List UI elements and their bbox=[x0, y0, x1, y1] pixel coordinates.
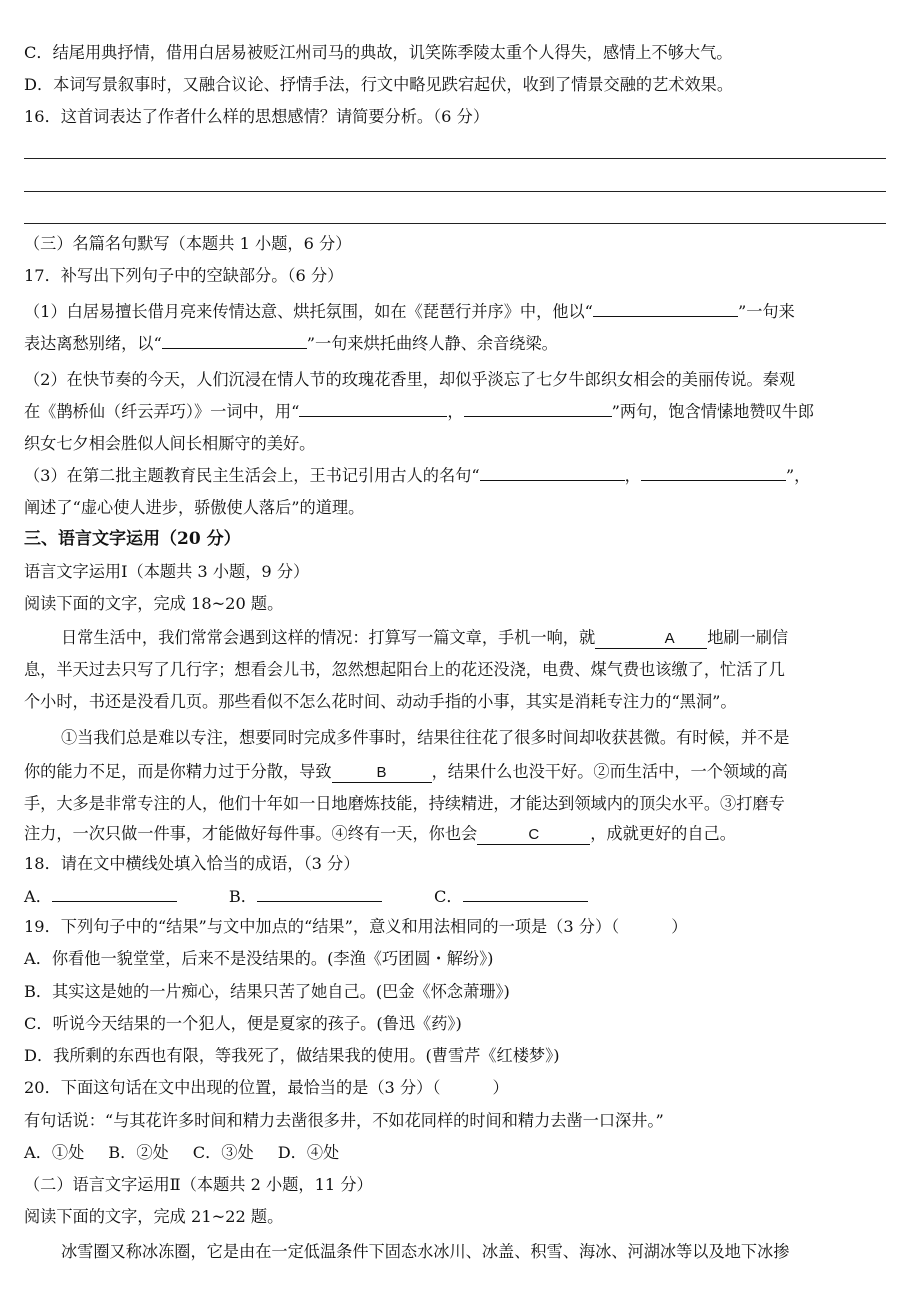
passage1-line1 bbox=[24, 627, 886, 649]
fill-blank[interactable] bbox=[463, 901, 588, 902]
fill-blank[interactable] bbox=[641, 480, 786, 481]
q16-question: 16．这首词表达了作者什么样的思想感情？请简要分析。（6 分） bbox=[24, 107, 490, 126]
q20-close: ） bbox=[492, 1078, 509, 1097]
q17-p1-text-c: 表达离愁别绪，以“ bbox=[24, 334, 162, 353]
answer-line-2[interactable] bbox=[24, 191, 886, 192]
q15-option-c: C．结尾用典抒情，借用白居易被贬江州司马的典故，讥笑陈季陵太重个人得失，感情上不够大气。 bbox=[24, 43, 733, 62]
q19-text: 19．下列句子中的“结果”与文中加点的“结果”，意义和用法相同的一项是（3 分）（ bbox=[24, 917, 620, 936]
q17-p3-text-a: （3）在第二批主题教育民主生活会上，王书记引用古人的名句“ bbox=[24, 466, 480, 485]
q15-option-d: D．本词写景叙事时，又融合议论、抒情手法，行文中略见跌宕起伏，收到了情景交融的艺术效果。 bbox=[24, 75, 734, 94]
q17-p1-text-b: ”一句来 bbox=[737, 302, 795, 321]
q18-options bbox=[24, 886, 886, 908]
q17-part2-line2 bbox=[24, 401, 886, 423]
fill-blank[interactable] bbox=[162, 348, 307, 349]
q20-option-c: C．③处 bbox=[192, 1143, 254, 1162]
q20-options bbox=[24, 1142, 886, 1164]
passage1-line2: 息，半天过去只写了几行字；想看会儿书，忽然想起阳台上的花还没浇，电费、煤气费也该缴了，忙活了几 bbox=[24, 660, 785, 679]
q18-option-a bbox=[24, 886, 177, 908]
passage1-text-b: 地刷一刷信 bbox=[707, 628, 789, 647]
q20-option-b: B．②处 bbox=[108, 1143, 169, 1162]
blank-b[interactable]: B bbox=[332, 764, 432, 783]
q19-option-a: A．你看他一貌堂堂，后来不是没结果的。(李渔《巧团圆・解纷》) bbox=[24, 949, 494, 968]
fill-blank[interactable] bbox=[52, 901, 177, 902]
passage2-text-b: ，结果什么也没干好。②而生活中，一个领域的高 bbox=[431, 762, 788, 781]
fill-blank[interactable] bbox=[593, 316, 738, 317]
answer-line-1[interactable] bbox=[24, 158, 886, 159]
q17-p2-text-b: ”两句，饱含情愫地赞叹牛郎 bbox=[611, 402, 815, 421]
q17-p3-text-b: ”， bbox=[785, 466, 811, 485]
part-3-heading: 三、语言文字运用（20 分） bbox=[24, 529, 241, 549]
q18-question: 18．请在文中横线处填入恰当的成语，（3 分） bbox=[24, 854, 360, 873]
q17-part1-line2 bbox=[24, 333, 886, 355]
q20-option-a: A．①处 bbox=[24, 1143, 85, 1162]
q19-option-c: C．听说今天结果的一个犯人，便是夏家的孩子。(鲁迅《药》) bbox=[24, 1014, 462, 1033]
q17-part3-line1 bbox=[24, 465, 886, 487]
sub2-intro: 阅读下面的文字，完成 21~22 题。 bbox=[24, 1207, 284, 1226]
section-3-heading: （三）名篇名句默写（本题共 1 小题，6 分） bbox=[24, 234, 352, 253]
q17-part1-line1 bbox=[24, 301, 886, 323]
q17-p2-comma: ， bbox=[447, 402, 464, 421]
sub2-passage-line1: 冰雪圈又称冰冻圈，它是由在一定低温条件下固态水冰川、冰盖、积雪、海冰、河湖冰等以及地下冰掺 bbox=[61, 1242, 790, 1261]
q19-close: ） bbox=[671, 917, 688, 936]
passage1-text-a: 日常生活中，我们常常会遇到这样的情况：打算写一篇文章，手机一响，就 bbox=[61, 628, 596, 647]
q18-option-c-label: C． bbox=[433, 887, 463, 906]
q18-option-b bbox=[229, 886, 382, 908]
q17-p1-text-d: ”一句来烘托曲终人静、余音绕梁。 bbox=[306, 334, 558, 353]
part-3-sub1: 语言文字运用Ⅰ（本题共 3 小题，9 分） bbox=[24, 562, 310, 581]
q17-question: 17．补写出下列句子中的空缺部分。（6 分） bbox=[24, 266, 344, 285]
passage2-line3: 手，大多是非常专注的人，他们十年如一日地磨炼技能，持续精进，才能达到领域内的顶尖水平。③打磨专 bbox=[24, 794, 785, 813]
q17-p1-text-a: （1）白居易擅长借月亮来传情达意、烘托氛围，如在《琵琶行并序》中，他以“ bbox=[24, 302, 593, 321]
part-3-intro: 阅读下面的文字，完成 18~20 题。 bbox=[24, 594, 284, 613]
q18-option-c bbox=[434, 886, 588, 908]
blank-a[interactable]: A bbox=[595, 630, 707, 649]
q20-quote: 有句话说：“与其花许多时间和精力去凿很多井，不如花同样的时间和精力去凿一口深井。” bbox=[24, 1111, 664, 1130]
q20-option-d: D．④处 bbox=[277, 1143, 340, 1162]
fill-blank[interactable] bbox=[464, 416, 612, 417]
blank-c[interactable]: C bbox=[477, 826, 590, 845]
answer-line-3[interactable] bbox=[24, 223, 886, 224]
q17-part2-line3: 织女七夕相会胜似人间长相厮守的美好。 bbox=[24, 434, 316, 453]
passage2-text-d: ，成就更好的自己。 bbox=[590, 824, 736, 843]
passage2-text-c: 注力，一次只做一件事，才能做好每件事。④终有一天，你也会 bbox=[24, 824, 478, 843]
fill-blank[interactable] bbox=[257, 901, 382, 902]
q20-question bbox=[24, 1077, 886, 1099]
passage1-line3: 个小时，书还是没看几页。那些看似不怎么花时间、动动手指的小事，其实是消耗专注力的“黑洞”。 bbox=[24, 692, 737, 711]
fill-blank[interactable] bbox=[299, 416, 447, 417]
q19-option-b: B．其实这是她的一片痴心，结果只苦了她自己。(巴金《怀念萧珊》) bbox=[24, 982, 510, 1001]
q18-option-b-label: B． bbox=[228, 887, 257, 906]
q19-option-d: D．我所剩的东西也有限，等我死了，做结果我的使用。(曹雪芹《红楼梦》) bbox=[24, 1046, 560, 1065]
passage2-line4 bbox=[24, 823, 886, 845]
q17-p3-comma: ， bbox=[624, 466, 641, 485]
q20-text: 20．下面这句话在文中出现的位置，最恰当的是（3 分）（ bbox=[24, 1078, 441, 1097]
passage2-line1: ①当我们总是难以专注，想要同时完成多件事时，结果往往花了很多时间却收获甚微。有时候，并不是 bbox=[61, 728, 790, 747]
q17-part3-line2: 阐述了“虚心使人进步，骄傲使人落后”的道理。 bbox=[24, 498, 365, 517]
passage2-line2 bbox=[24, 761, 886, 783]
q19-question bbox=[24, 916, 886, 938]
fill-blank[interactable] bbox=[480, 480, 625, 481]
q17-p2-text-a: 在《鹊桥仙（纤云弄巧）》一词中，用“ bbox=[24, 402, 300, 421]
sub2-heading: （二）语言文字运用Ⅱ（本题共 2 小题，11 分） bbox=[24, 1175, 373, 1194]
passage2-text-a: 你的能力不足，而是你精力过于分散，导致 bbox=[24, 762, 332, 781]
q17-part2-line1: （2）在快节奏的今天，人们沉浸在情人节的玫瑰花香里，却似乎淡忘了七夕牛郎织女相会的美丽传说。秦观 bbox=[24, 370, 796, 389]
q18-option-a-label: A． bbox=[24, 887, 52, 906]
